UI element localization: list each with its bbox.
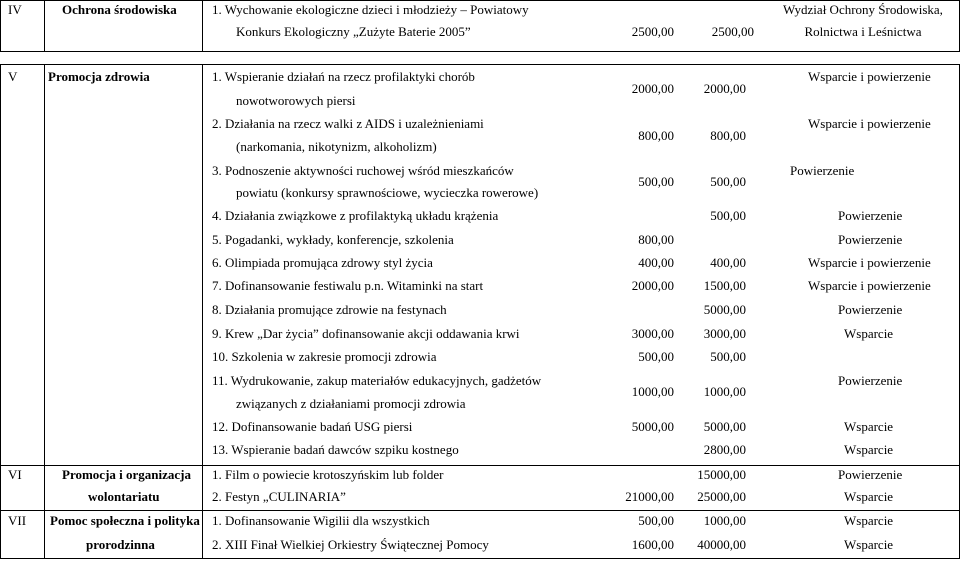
task-form: Powierzenie (838, 232, 903, 247)
amount-b: 5000,00 (703, 419, 746, 434)
amount-a: 5000,00 (631, 419, 674, 434)
amount-b: 15000,00 (697, 467, 746, 482)
amount-a: 800,00 (638, 128, 674, 143)
item-text: 12. Dofinansowanie badań USG piersi (212, 419, 413, 434)
col-line-title (202, 64, 203, 559)
item-text: 2. XIII Finał Wielkiej Orkiestry Świątecznej Pomocy (212, 537, 489, 552)
item-text: 10. Szkolenia w zakresie promocji zdrowia (212, 349, 437, 364)
amount-a: 500,00 (638, 174, 674, 189)
task-form: Wsparcie i powierzenie (808, 255, 931, 270)
row-divider-vii (0, 510, 960, 511)
col-line-left (0, 64, 1, 559)
item-text: 1. Wspieranie działań na rzecz profilaktyki chorób (212, 69, 475, 84)
amount-a: 2000,00 (631, 278, 674, 293)
item-text: 9. Krew „Dar życia” dofinansowanie akcji oddawania krwi (212, 326, 520, 341)
amount-b: 500,00 (710, 174, 746, 189)
item-text: związanych z działaniami promocji zdrowia (236, 396, 466, 411)
task-form: Powierzenie (838, 302, 903, 317)
amount-a: 3000,00 (631, 326, 674, 341)
row-divider-iv (0, 51, 960, 52)
row-divider-vi (0, 465, 960, 466)
item-text: 3. Podnoszenie aktywności ruchowej wśród mieszkańców (212, 163, 514, 178)
item-text: 2. Festyn „CULINARIA” (212, 489, 346, 504)
item-text: 5. Pogadanki, wykłady, konferencje, szkolenia (212, 232, 454, 247)
item-text: 2. Działania na rzecz walki z AIDS i uzależnieniami (212, 116, 484, 131)
task-form: Wsparcie (844, 326, 894, 341)
item-text: Konkurs Ekologiczny „Zużyte Baterie 2005” (236, 24, 471, 39)
amount-b: 1000,00 (703, 513, 746, 528)
task-form: Powierzenie (838, 208, 903, 223)
amount-a: 800,00 (638, 232, 674, 247)
amount-b: 40000,00 (697, 537, 746, 552)
amount-a: 2000,00 (631, 81, 674, 96)
item-text: nowotworowych piersi (236, 93, 356, 108)
amount-a: 1000,00 (631, 384, 674, 399)
amount-a: 400,00 (638, 255, 674, 270)
item-text: powiatu (konkursy sprawnościowe, wycieczka rowerowe) (236, 185, 539, 200)
col-line-num (44, 64, 45, 559)
amount-b: 2000,00 (703, 81, 746, 96)
section-number: V (8, 69, 18, 84)
col-line-num (44, 0, 45, 52)
amount-a: 2500,00 (631, 24, 674, 39)
amount-b: 2800,00 (703, 442, 746, 457)
section-number: IV (8, 2, 22, 17)
task-form: Wsparcie i powierzenie (808, 116, 931, 131)
amount-b: 3000,00 (703, 326, 746, 341)
task-form: Wydział Ochrony Środowiska, (783, 2, 943, 17)
row-divider-v (0, 64, 960, 65)
item-text: 1. Film o powiecie krotoszyńskim lub folder (212, 467, 444, 482)
item-text: 1. Dofinansowanie Wigilii dla wszystkich (212, 513, 430, 528)
task-form: Rolnictwa i Leśnictwa (804, 24, 922, 39)
amount-a: 500,00 (638, 349, 674, 364)
amount-b: 2500,00 (711, 24, 754, 39)
task-form: Wsparcie i powierzenie (808, 69, 931, 84)
section-title: Promocja zdrowia (48, 69, 150, 84)
item-text: 6. Olimpiada promująca zdrowy styl życia (212, 255, 433, 270)
item-text: 8. Działania promujące zdrowie na festynach (212, 302, 447, 317)
task-form: Powierzenie (838, 373, 903, 388)
item-text: 1. Wychowanie ekologiczne dzieci i młodzieży – Powiatowy (212, 2, 529, 17)
item-text: 11. Wydrukowanie, zakup materiałów edukacyjnych, gadżetów (212, 373, 542, 388)
task-form: Wsparcie (844, 513, 894, 528)
amount-b: 400,00 (710, 255, 746, 270)
section-title: Ochrona środowiska (62, 2, 177, 17)
amount-b: 500,00 (710, 349, 746, 364)
section-title: Promocja i organizacja (62, 467, 191, 482)
section-number: VII (8, 513, 27, 528)
amount-b: 25000,00 (697, 489, 746, 504)
item-text: 4. Działania związkowe z profilaktyką układu krążenia (212, 208, 499, 223)
table-border-top (0, 0, 960, 1)
task-form: Wsparcie (844, 442, 894, 457)
section-number: VI (8, 467, 22, 482)
section-title: prorodzinna (86, 537, 155, 552)
item-text: 13. Wspieranie badań dawców szpiku kostnego (212, 442, 459, 457)
task-form: Powierzenie (790, 163, 855, 178)
task-form: Wsparcie (844, 419, 894, 434)
table-border-bottom (0, 558, 960, 559)
amount-a: 1600,00 (631, 537, 674, 552)
amount-b: 1000,00 (703, 384, 746, 399)
amount-b: 500,00 (710, 208, 746, 223)
amount-b: 800,00 (710, 128, 746, 143)
section-title: wolontariatu (88, 489, 160, 504)
amount-a: 21000,00 (625, 489, 674, 504)
col-line-left (0, 0, 1, 52)
task-form: Wsparcie (844, 489, 894, 504)
item-text: 7. Dofinansowanie festiwalu p.n. Witaminki na start (212, 278, 484, 293)
item-text: (narkomania, nikotynizm, alkoholizm) (236, 139, 437, 154)
task-form: Wsparcie (844, 537, 894, 552)
task-form: Powierzenie (838, 467, 903, 482)
amount-b: 1500,00 (703, 278, 746, 293)
col-line-title (202, 0, 203, 52)
section-title: Pomoc społeczna i polityka (50, 513, 200, 528)
task-form: Wsparcie i powierzenie (808, 278, 931, 293)
amount-b: 5000,00 (703, 302, 746, 317)
amount-a: 500,00 (638, 513, 674, 528)
